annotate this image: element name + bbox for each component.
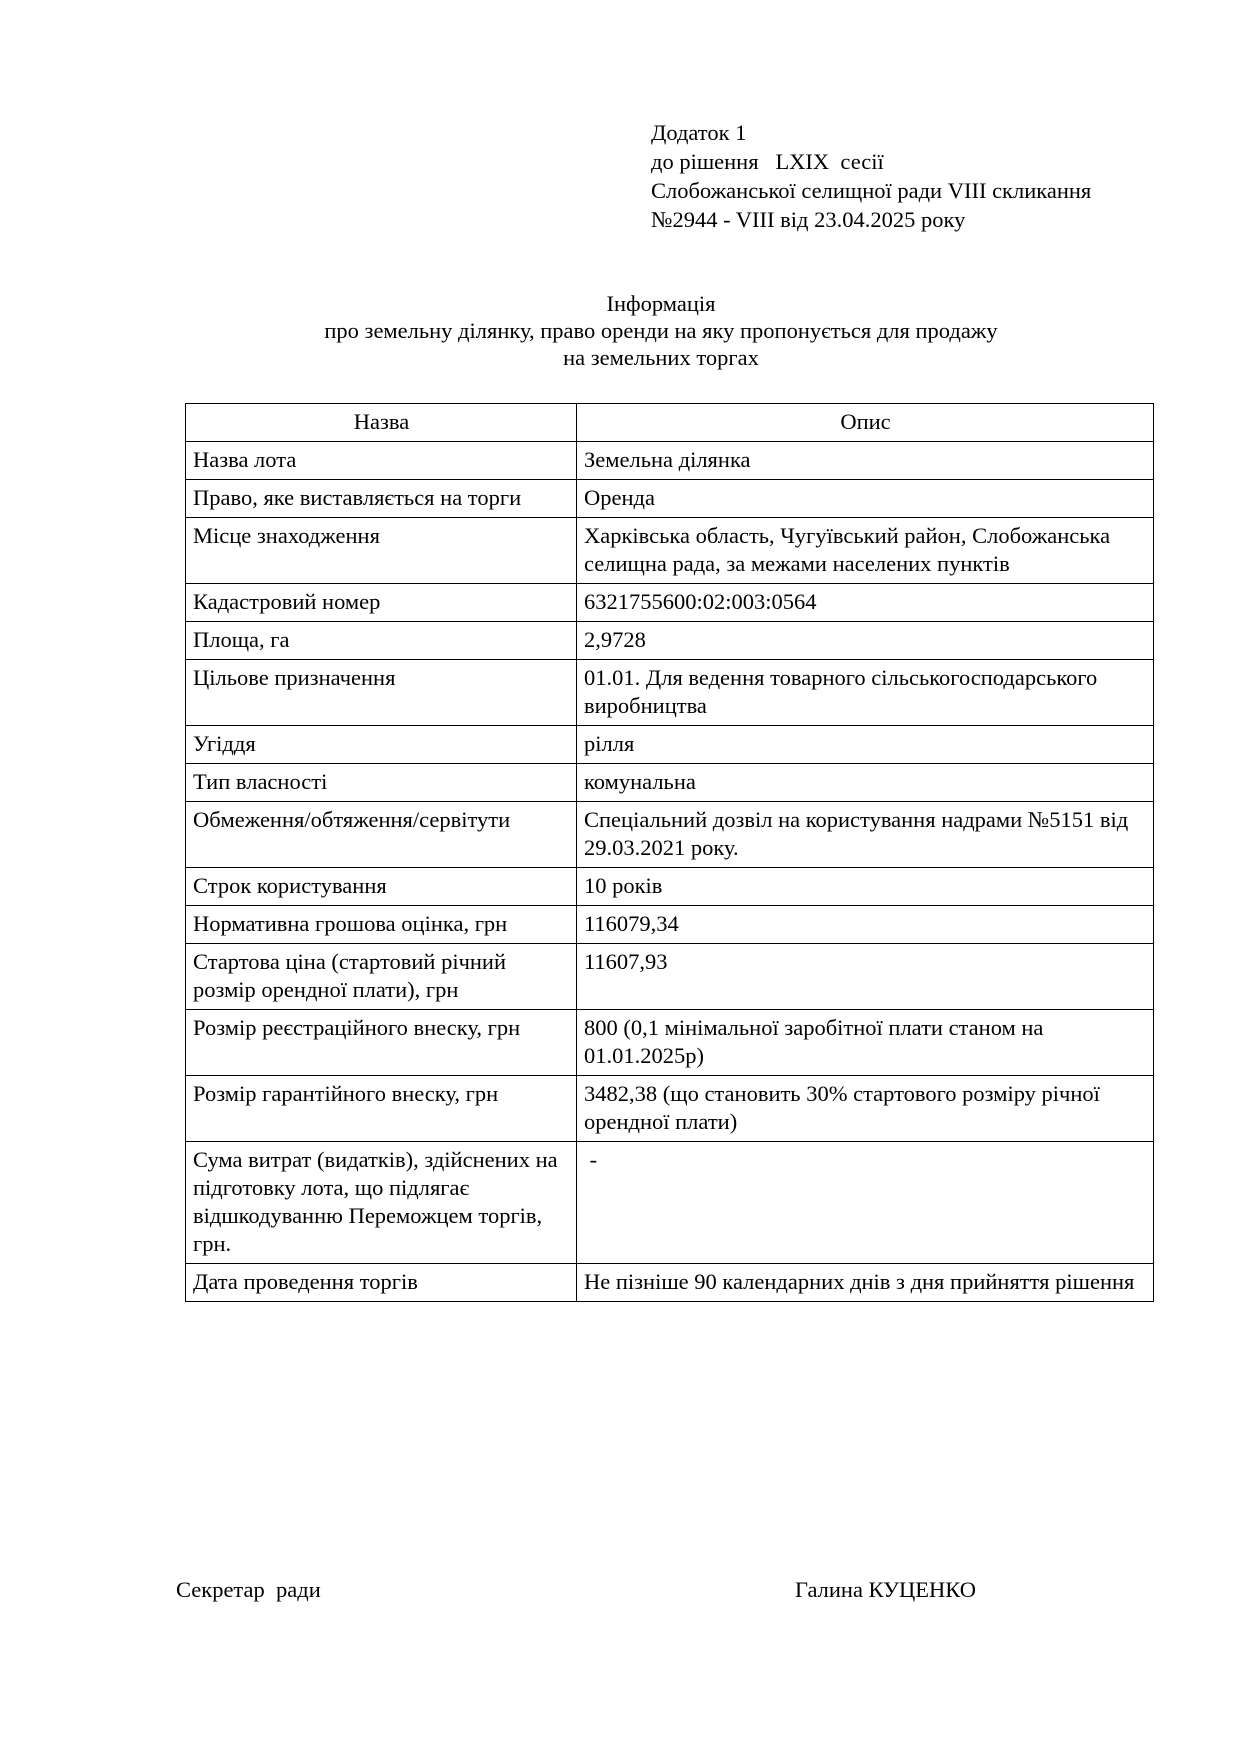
addendum-block [651, 118, 1091, 234]
table-row [186, 1010, 1154, 1076]
signature-name: Галина КУЦЕНКО [795, 1577, 976, 1602]
table-row [186, 726, 1154, 764]
row-value: рілля [577, 726, 1154, 764]
row-value: Земельна ділянка [577, 442, 1154, 480]
heading-line-2: про земельну ділянку, право оренди на яку пропонується для продажу [324, 318, 998, 343]
addendum-line-3: Слобожанської селищної ради VIII скликання [651, 178, 1092, 203]
row-label: Місце знаходження [186, 518, 577, 584]
heading-title: Інформація [606, 291, 716, 316]
row-label: Угіддя [186, 726, 577, 764]
row-value: 10 років [577, 868, 1154, 906]
table-row [186, 660, 1154, 726]
table-row [186, 1264, 1154, 1302]
addendum-line-2: до рішення LXIX сесії [651, 149, 884, 174]
row-value: 3482,38 (що становить 30% стартового розміру річної орендної плати) [577, 1076, 1154, 1142]
table-row [186, 480, 1154, 518]
row-label: Розмір реєстраційного внеску, грн [186, 1010, 577, 1076]
row-label: Стартова ціна (стартовий річний розмір орендної плати), грн [186, 944, 577, 1010]
table-row [186, 518, 1154, 584]
document-heading [0, 290, 1240, 371]
row-label: Дата проведення торгів [186, 1264, 577, 1302]
row-value: комунальна [577, 764, 1154, 802]
row-value: 116079,34 [577, 906, 1154, 944]
row-value: Оренда [577, 480, 1154, 518]
column-header-description: Опис [577, 404, 1154, 442]
table-header-row [186, 404, 1154, 442]
row-label: Площа, га [186, 622, 577, 660]
row-value: Харківська область, Чугуївський район, Слобожанська селищна рада, за межами населених пунктів [577, 518, 1154, 584]
row-label: Сума витрат (видатків), здійснених на підготовку лота, що підлягає відшкодуванню Переможцем торгів, грн. [186, 1142, 577, 1264]
land-info-table [185, 403, 1154, 1302]
row-label: Назва лота [186, 442, 577, 480]
row-value: 6321755600:02:003:0564 [577, 584, 1154, 622]
table-row [186, 442, 1154, 480]
row-value: 01.01. Для ведення товарного сільськогосподарського виробництва [577, 660, 1154, 726]
row-value: 800 (0,1 мінімальної заробітної плати станом на 01.01.2025р) [577, 1010, 1154, 1076]
row-label: Цільове призначення [186, 660, 577, 726]
row-label: Нормативна грошова оцінка, грн [186, 906, 577, 944]
row-value: Не пізніше 90 календарних днів з дня прийняття рішення [577, 1264, 1154, 1302]
column-header-name: Назва [186, 404, 577, 442]
row-label: Строк користування [186, 868, 577, 906]
row-value: 2,9728 [577, 622, 1154, 660]
row-label: Розмір гарантійного внеску, грн [186, 1076, 577, 1142]
row-value: - [577, 1142, 1154, 1264]
table-row [186, 906, 1154, 944]
row-label: Обмеження/обтяження/сервітути [186, 802, 577, 868]
table-row [186, 764, 1154, 802]
addendum-line-4: №2944 - VIII від 23.04.2025 року [651, 207, 966, 232]
table-row [186, 1076, 1154, 1142]
row-label: Тип власності [186, 764, 577, 802]
addendum-line-1: Додаток 1 [651, 120, 747, 145]
signature-position: Секретар ради [176, 1577, 321, 1602]
row-value: Спеціальний дозвіл на користування надрами №5151 від 29.03.2021 року. [577, 802, 1154, 868]
row-value: 11607,93 [577, 944, 1154, 1010]
table-row [186, 868, 1154, 906]
row-label: Кадастровий номер [186, 584, 577, 622]
row-label: Право, яке виставляється на торги [186, 480, 577, 518]
table-row [186, 584, 1154, 622]
table-row [186, 622, 1154, 660]
table-row [186, 1142, 1154, 1264]
table-row [186, 944, 1154, 1010]
table-row [186, 802, 1154, 868]
heading-line-3: на земельних торгах [563, 345, 759, 370]
